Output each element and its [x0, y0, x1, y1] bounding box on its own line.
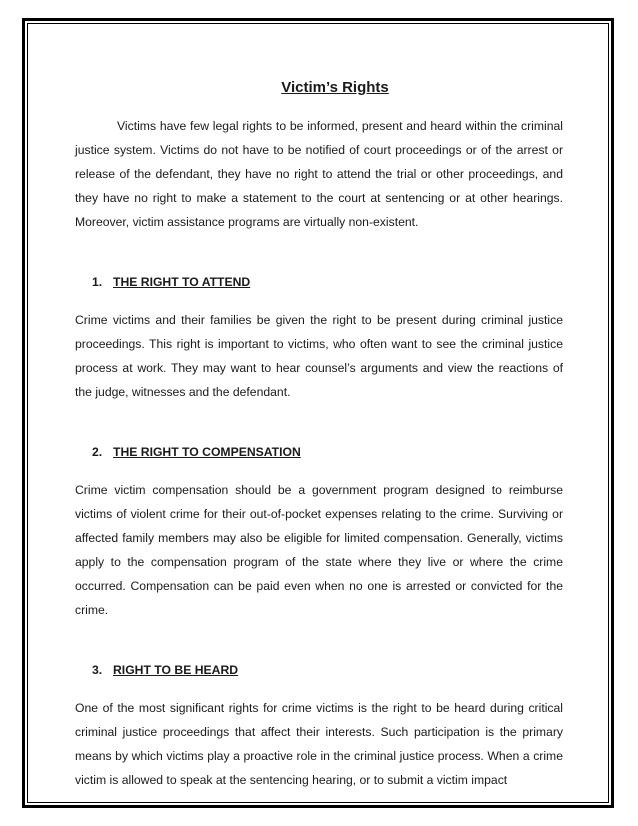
section-title: THE RIGHT TO ATTEND [113, 275, 251, 289]
section-number: 3. [92, 663, 103, 677]
section-heading-attend [75, 270, 563, 294]
section-title: RIGHT TO BE HEARD [113, 663, 239, 677]
document-content [75, 74, 563, 792]
section-number: 1. [92, 275, 103, 289]
intro-paragraph: Victims have few legal rights to be informed, present and heard within the criminal justice system. Victims do not have to be notified of court proceedings or of the arrest or release of the defendant, they have no right to attend the trial or other proceedings, and they have no right to make a statement to the court at sentencing or at other hearings. Moreover, victim assistance programs are virtually non-existent. [75, 119, 563, 229]
section-heading-compensation [75, 440, 563, 464]
section-heading-heard [75, 658, 563, 682]
document-title: Victim’s Rights [281, 79, 389, 96]
section-title: THE RIGHT TO COMPENSATION [113, 445, 301, 459]
section-body-attend: Crime victims and their families be given the right to be present during criminal justice proceedings. This right is important to victims, who often want to see the criminal justice process at work. They may want to hear counsel’s arguments and view the reactions of the judge, witnesses and the defendant. [75, 313, 563, 399]
section-body-compensation: Crime victim compensation should be a government program designed to reimburse victims of violent crime for their out-of-pocket expenses relating to the crime. Surviving or affected family members may also be eligible for limited compensation. Generally, victims apply to the compensation program of the state where they live or where the crime occurred. Compensation can be paid even when no one is arrested or convicted for the crime. [75, 483, 563, 617]
section-body-heard: One of the most significant rights for crime victims is the right to be heard during critical criminal justice proceedings that affect their interests. Such participation is the primary means by which victims play a proactive role in the criminal justice process. When a crime victim is allowed to speak at the sentencing hearing, or to submit a victim impact [75, 701, 563, 787]
section-number: 2. [92, 445, 103, 459]
